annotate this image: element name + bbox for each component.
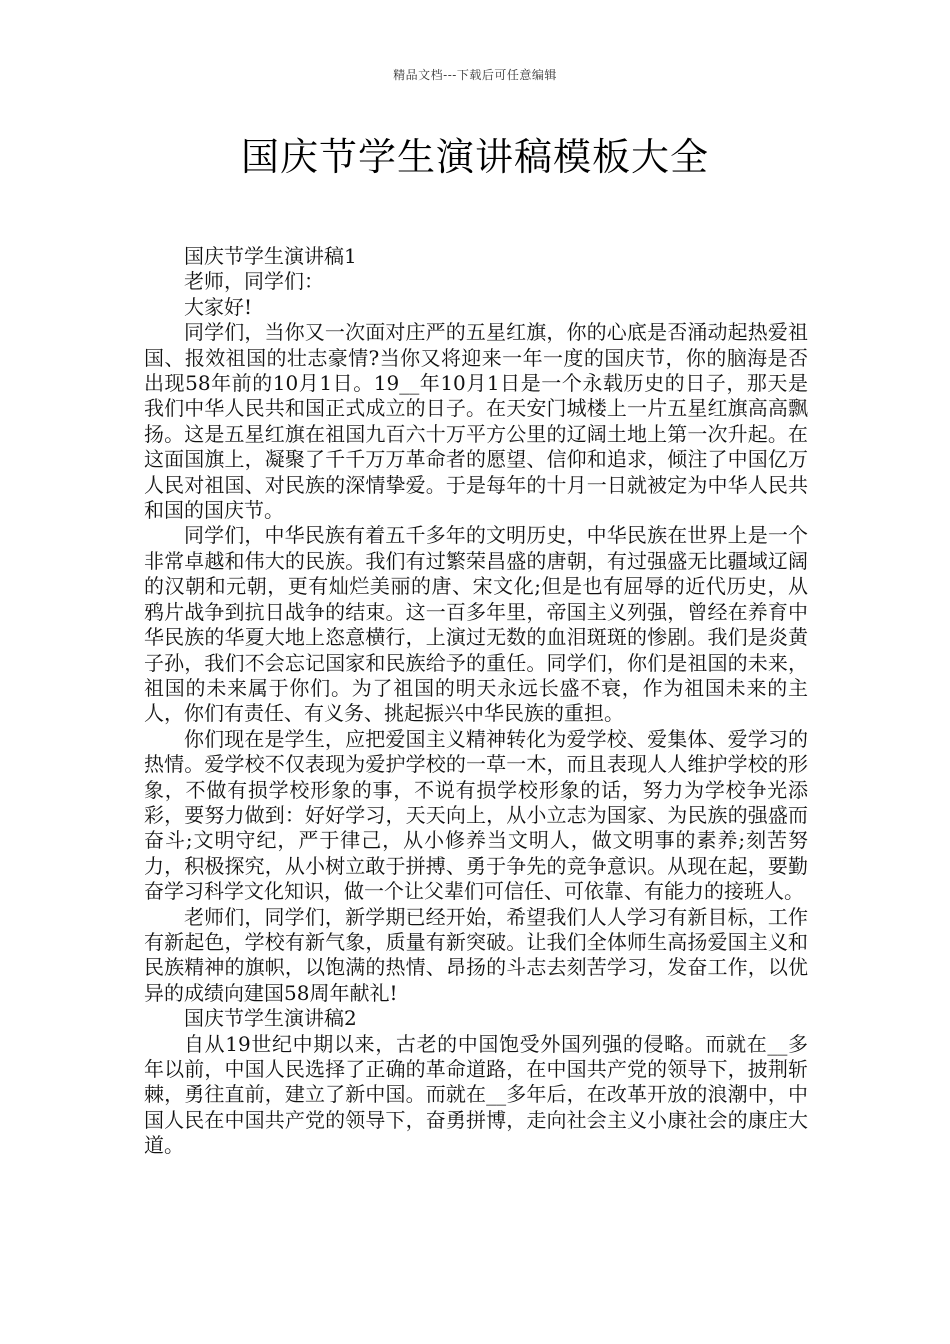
body-paragraph: 老师们，同学们，新学期已经开始，希望我们人人学习有新目标，工作有新起色，学校有新气象，质量有新突破。让我们全体师生高扬爱国主义和民族精神的旗帜，以饱满的热情、昂扬的斗志去刻苦学习，发奋工作，以优异的成绩向建国58周年献礼! bbox=[144, 904, 808, 1005]
body-paragraph: 自从19世纪中期以来，古老的中国饱受外国列强的侵略。而就在__多年以前，中国人民选择了正确的革命道路，在中国共产党的领导下，披荆斩棘，勇往直前，建立了新中国。而就在__多年后，在改革开放的浪潮中，中国人民在中国共产党的领导下，奋勇拼博，走向社会主义小康社会的康庄大道。 bbox=[144, 1031, 808, 1158]
body-paragraph: 同学们，中华民族有着五千多年的文明历史，中华民族在世界上是一个非常卓越和伟大的民族。我们有过繁荣昌盛的唐朝，有过强盛无比疆域辽阔的汉朝和元朝，更有灿烂美丽的唐、宋文化;但是也有屈辱的近代历史，从鸦片战争到抗日战争的结束。这一百多年里，帝国主义列强，曾经在养育中华民族的华夏大地上恣意横行，上演过无数的血泪斑斑的惨剧。我们是炎黄子孙，我们不会忘记国家和民族给予的重任。同学们，你们是祖国的未来，祖国的未来属于你们。为了祖国的明天永远长盛不衰，作为祖国未来的主人，你们有责任、有义务、挑起振兴中华民族的重担。 bbox=[144, 523, 808, 726]
page-header-note: 精品文档---下载后可任意编辑 bbox=[393, 68, 557, 82]
speech-heading: 国庆节学生演讲稿2 bbox=[184, 1006, 357, 1031]
greeting: 大家好! bbox=[184, 294, 253, 319]
speech-heading: 国庆节学生演讲稿1 bbox=[184, 244, 357, 268]
document-body bbox=[144, 244, 808, 1159]
salutation: 老师，同学们： bbox=[184, 269, 324, 294]
body-paragraph: 同学们，当你又一次面对庄严的五星红旗，你的心底是否涌动起热爱祖国、报效祖国的壮志豪情?当你又将迎来一年一度的国庆节，你的脑海是否出现58年前的10月1日。19__年10月1日是一个永载历史的日子，那天是我们中华人民共和国正式成立的日子。在天安门城楼上一片五星红旗高高飘扬。这是五星红旗在祖国九百六十万平方公里的辽阔土地上第一次升起。在这面国旗上，凝聚了千千万万革命者的愿望、信仰和追求，倾注了中国亿万人民对祖国、对民族的深情挚爱。于是每年的十月一日就被定为中华人民共和国的国庆节。 bbox=[144, 320, 808, 523]
document-title: 国庆节学生演讲稿模板大全 bbox=[240, 135, 709, 179]
body-paragraph: 你们现在是学生，应把爱国主义精神转化为爱学校、爱集体、爱学习的热情。爱学校不仅表现为爱护学校的一草一木，而且表现人人维护学校的形象，不做有损学校形象的事，不说有损学校形象的话，努力为学校争光添彩，要努力做到：好好学习，天天向上，从小立志为国家、为民族的强盛而奋斗;文明守纪，严于律己，从小修养当文明人，做文明事的素养;刻苦努力，积极探究，从小树立敢于拼搏、勇于争先的竞争意识。从现在起，要勤奋学习科学文化知识，做一个让父辈们可信任、可依靠、有能力的接班人。 bbox=[144, 726, 808, 904]
